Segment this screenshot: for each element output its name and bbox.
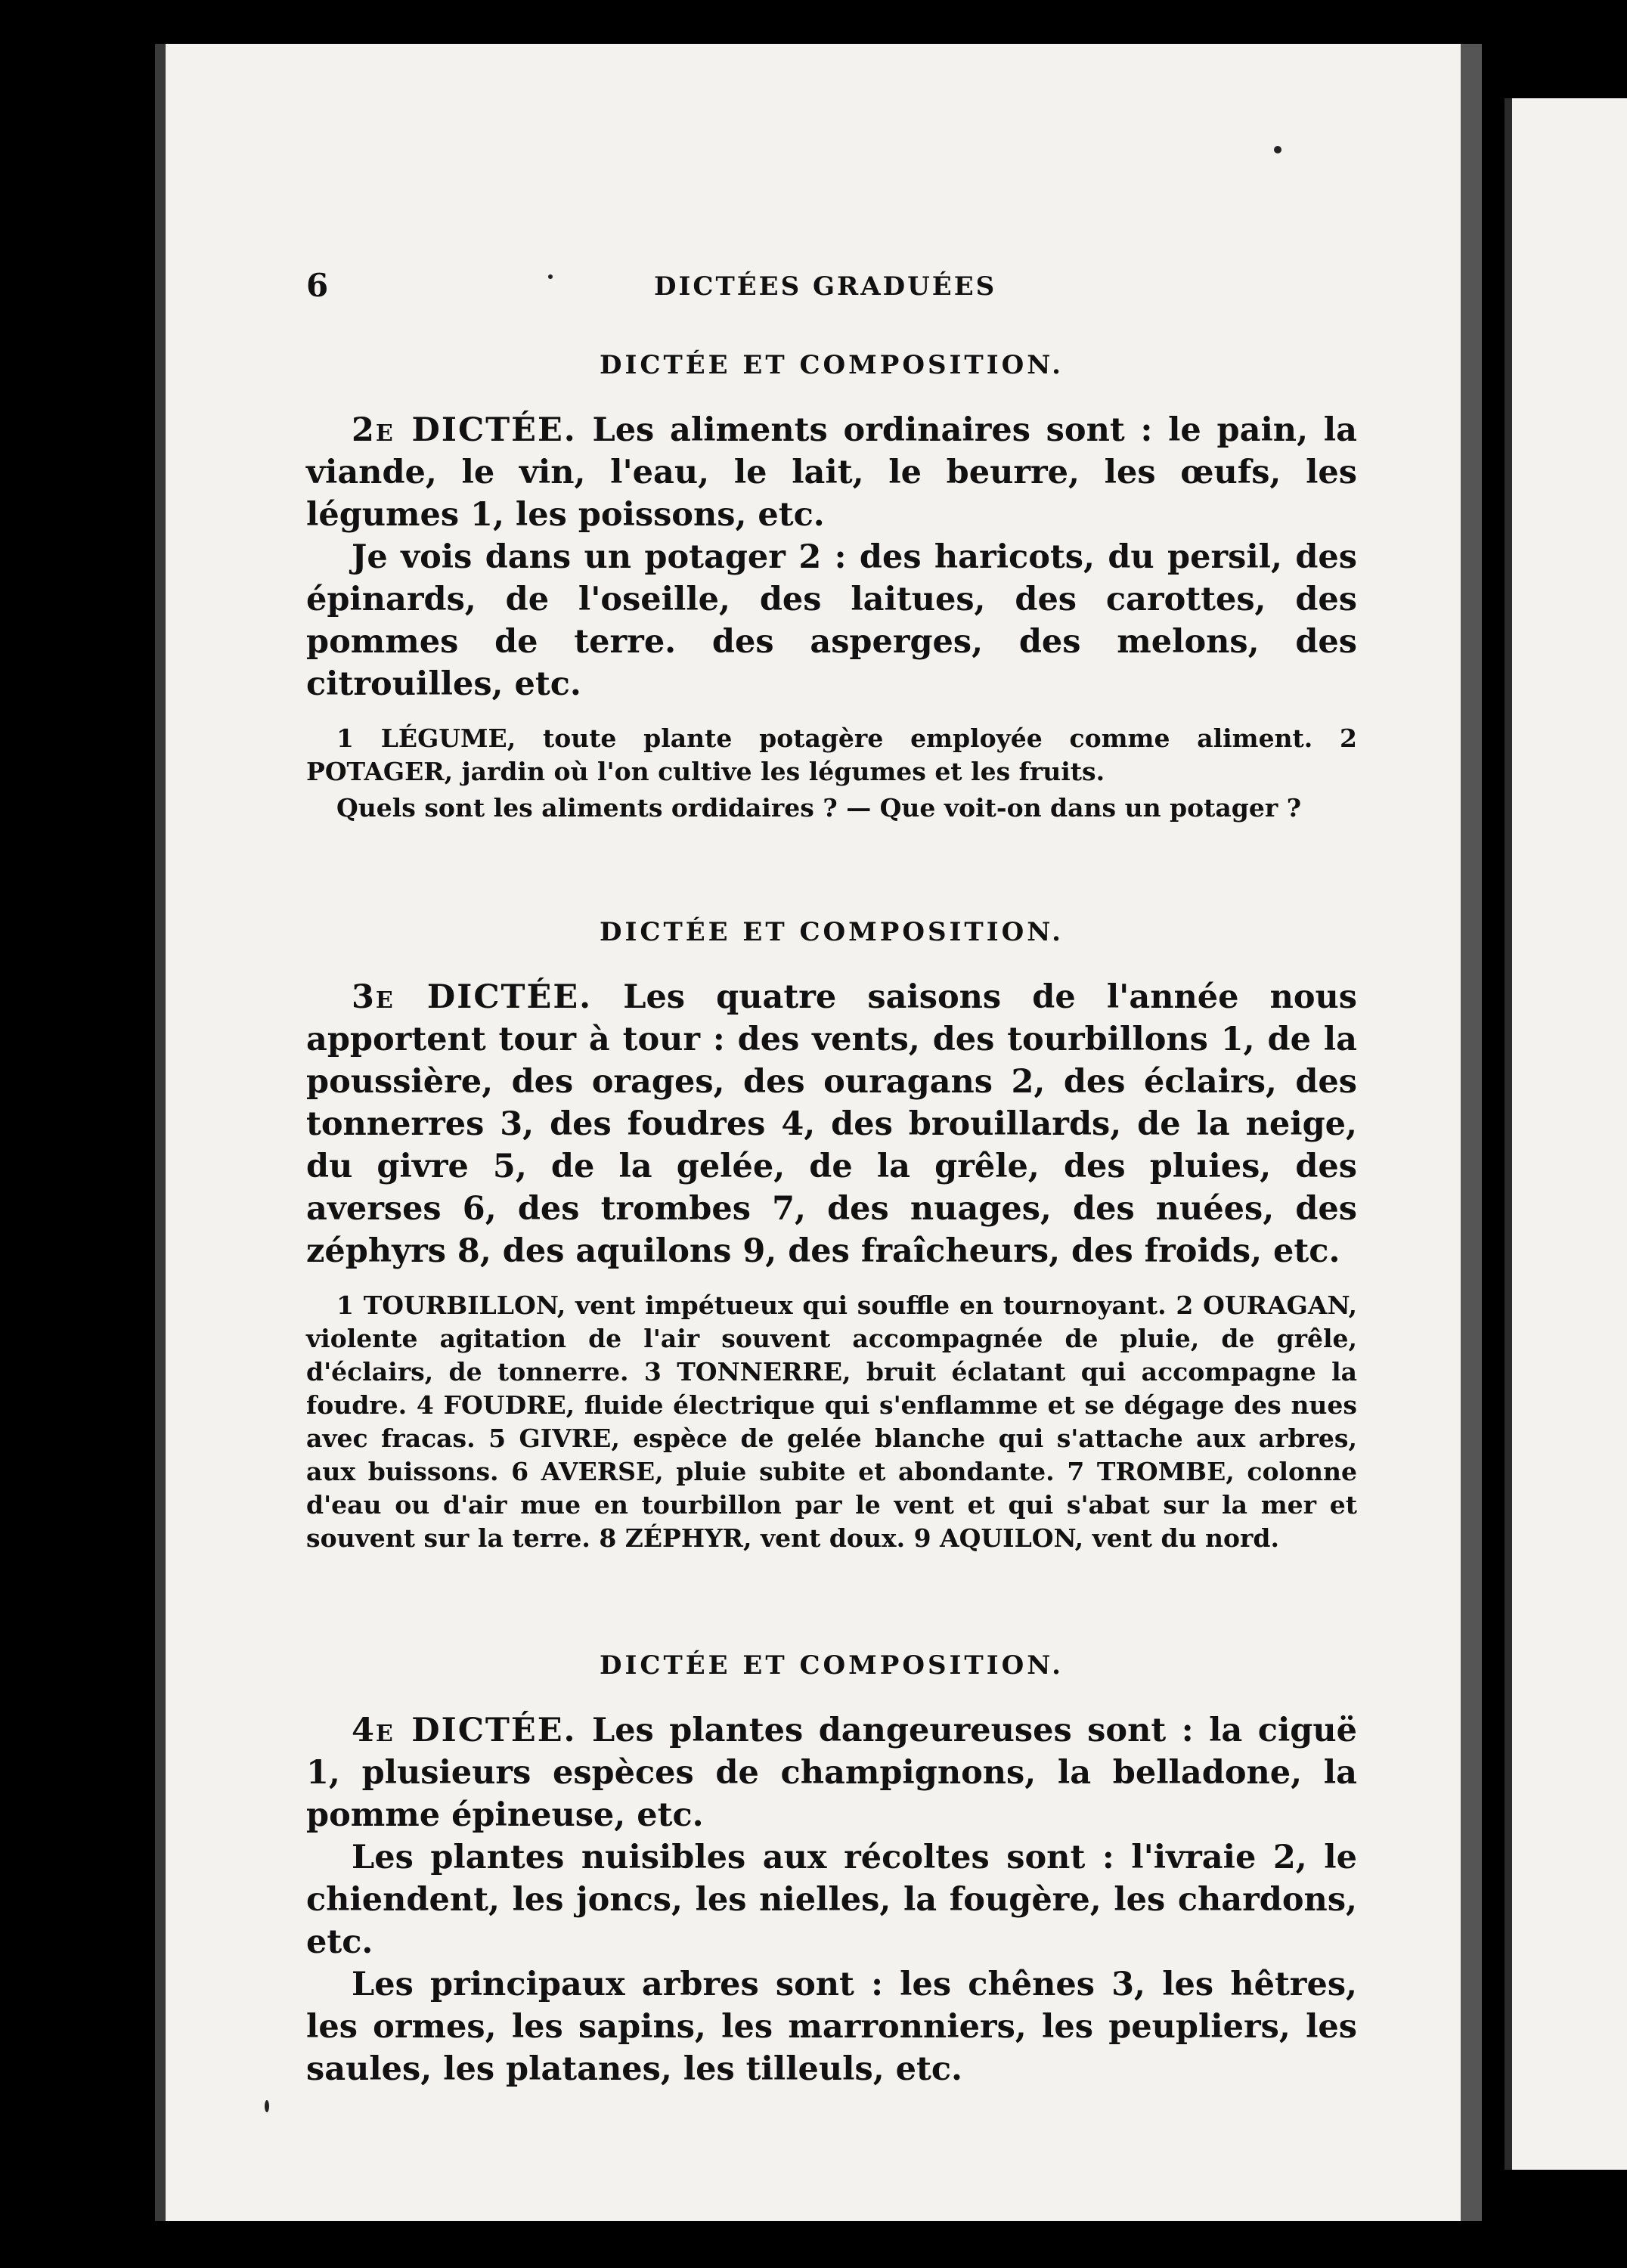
dictation-number: 4e DICTÉE.: [352, 1712, 577, 1749]
dictation-number: 3e DICTÉE.: [352, 978, 593, 1016]
section-heading: DICTÉE ET COMPOSITION.: [600, 917, 1064, 947]
paragraph: [306, 976, 1357, 1272]
book-page: [155, 44, 1482, 2221]
paragraph: Je vois dans un potager 2 : des haricots, du persil, des épinards, de l'oseille, des laitues, des carottes, des pommes de terre. des asperges, des melons, des citrouilles, etc.: [306, 538, 1357, 703]
footnotes: 1 TOURBILLON, vent impétueux qui souffle en tournoyant. 2 OURAGAN, violente agitation de l'air souvent accompagnée de pluie, de grêle, d'éclairs, de tonnerre. 3 TONNERRE, bruit éclatant qui accompagne la foudre. 4 FOUDRE, fluide électrique qui s'enflamme et se dégage des nues avec fracas. 5 GIVRE, espèce de gelée blanche qui s'attache aux arbres, aux buissons. 6 AVERSE, pluie subite et abondante. 7 TROMBE, colonne d'eau ou d'air mue en tourbillon par le vent et qui s'abat sur la mer et souvent sur la terre. 8 ZÉPHYR, vent doux. 9 AQUILON, vent du nord.: [306, 1290, 1357, 1553]
paragraph: Les plantes nuisibles aux récoltes sont : l'ivraie 2, le chiendent, les joncs, les nielles, la fougère, les chardons, etc.: [306, 1839, 1357, 1961]
paragraph: Les principaux arbres sont : les chênes 3, les hêtres, les ormes, les sapins, les marronniers, les peupliers, les saules, les platanes, les tilleuls, etc.: [306, 1966, 1357, 2088]
running-title: DICTÉES GRADUÉES: [654, 271, 997, 302]
paragraph: [306, 409, 1357, 536]
section-heading: DICTÉE ET COMPOSITION.: [600, 1650, 1064, 1681]
dictation-section-3: [306, 917, 1357, 1555]
page-number: 6: [306, 267, 329, 304]
dictation-section-4: [306, 1650, 1357, 2090]
paragraph-text: Les quatre saisons de l'année nous apportent tour à tour : des vents, des tourbillons 1, de la poussière, des orages, des ouragans 2, des éclairs, des tonnerres 3, des foudres 4, des brouillards, de la neige, du givre 5, de la gelée, de la grêle, des pluies, des averses 6, des trombes 7, des nuages, des nuées, des zéphyrs 8, des aquilons 9, des fraîcheurs, des froids, etc.: [306, 978, 1357, 1270]
paragraph-text: Les plantes dangeureuses sont : la ciguë 1, plusieurs espèces de champignons, la belladone, la pomme épineuse, etc.: [306, 1712, 1357, 1834]
running-head: [306, 267, 1289, 312]
footnotes: 1 LÉGUME, toute plante potagère employée comme aliment. 2 POTAGER, jardin où l'on cultive les légumes et les fruits.: [306, 723, 1357, 786]
ink-speck: [265, 2100, 269, 2112]
dictation-number: 2e DICTÉE.: [352, 411, 577, 449]
paragraph: [306, 1709, 1357, 1836]
paragraph-text: Les aliments ordinaires sont : le pain, la viande, le vin, l'eau, le lait, le beurre, les œufs, les légumes 1, les poissons, etc.: [306, 411, 1357, 534]
questions: Quels sont les aliments ordidaires ? — Que voit-on dans un potager ?: [336, 793, 1302, 823]
dictation-section-2: [306, 350, 1357, 825]
section-heading: DICTÉE ET COMPOSITION.: [600, 350, 1064, 380]
adjacent-page-edge: [1505, 98, 1627, 2170]
ink-speck: [1274, 146, 1281, 153]
